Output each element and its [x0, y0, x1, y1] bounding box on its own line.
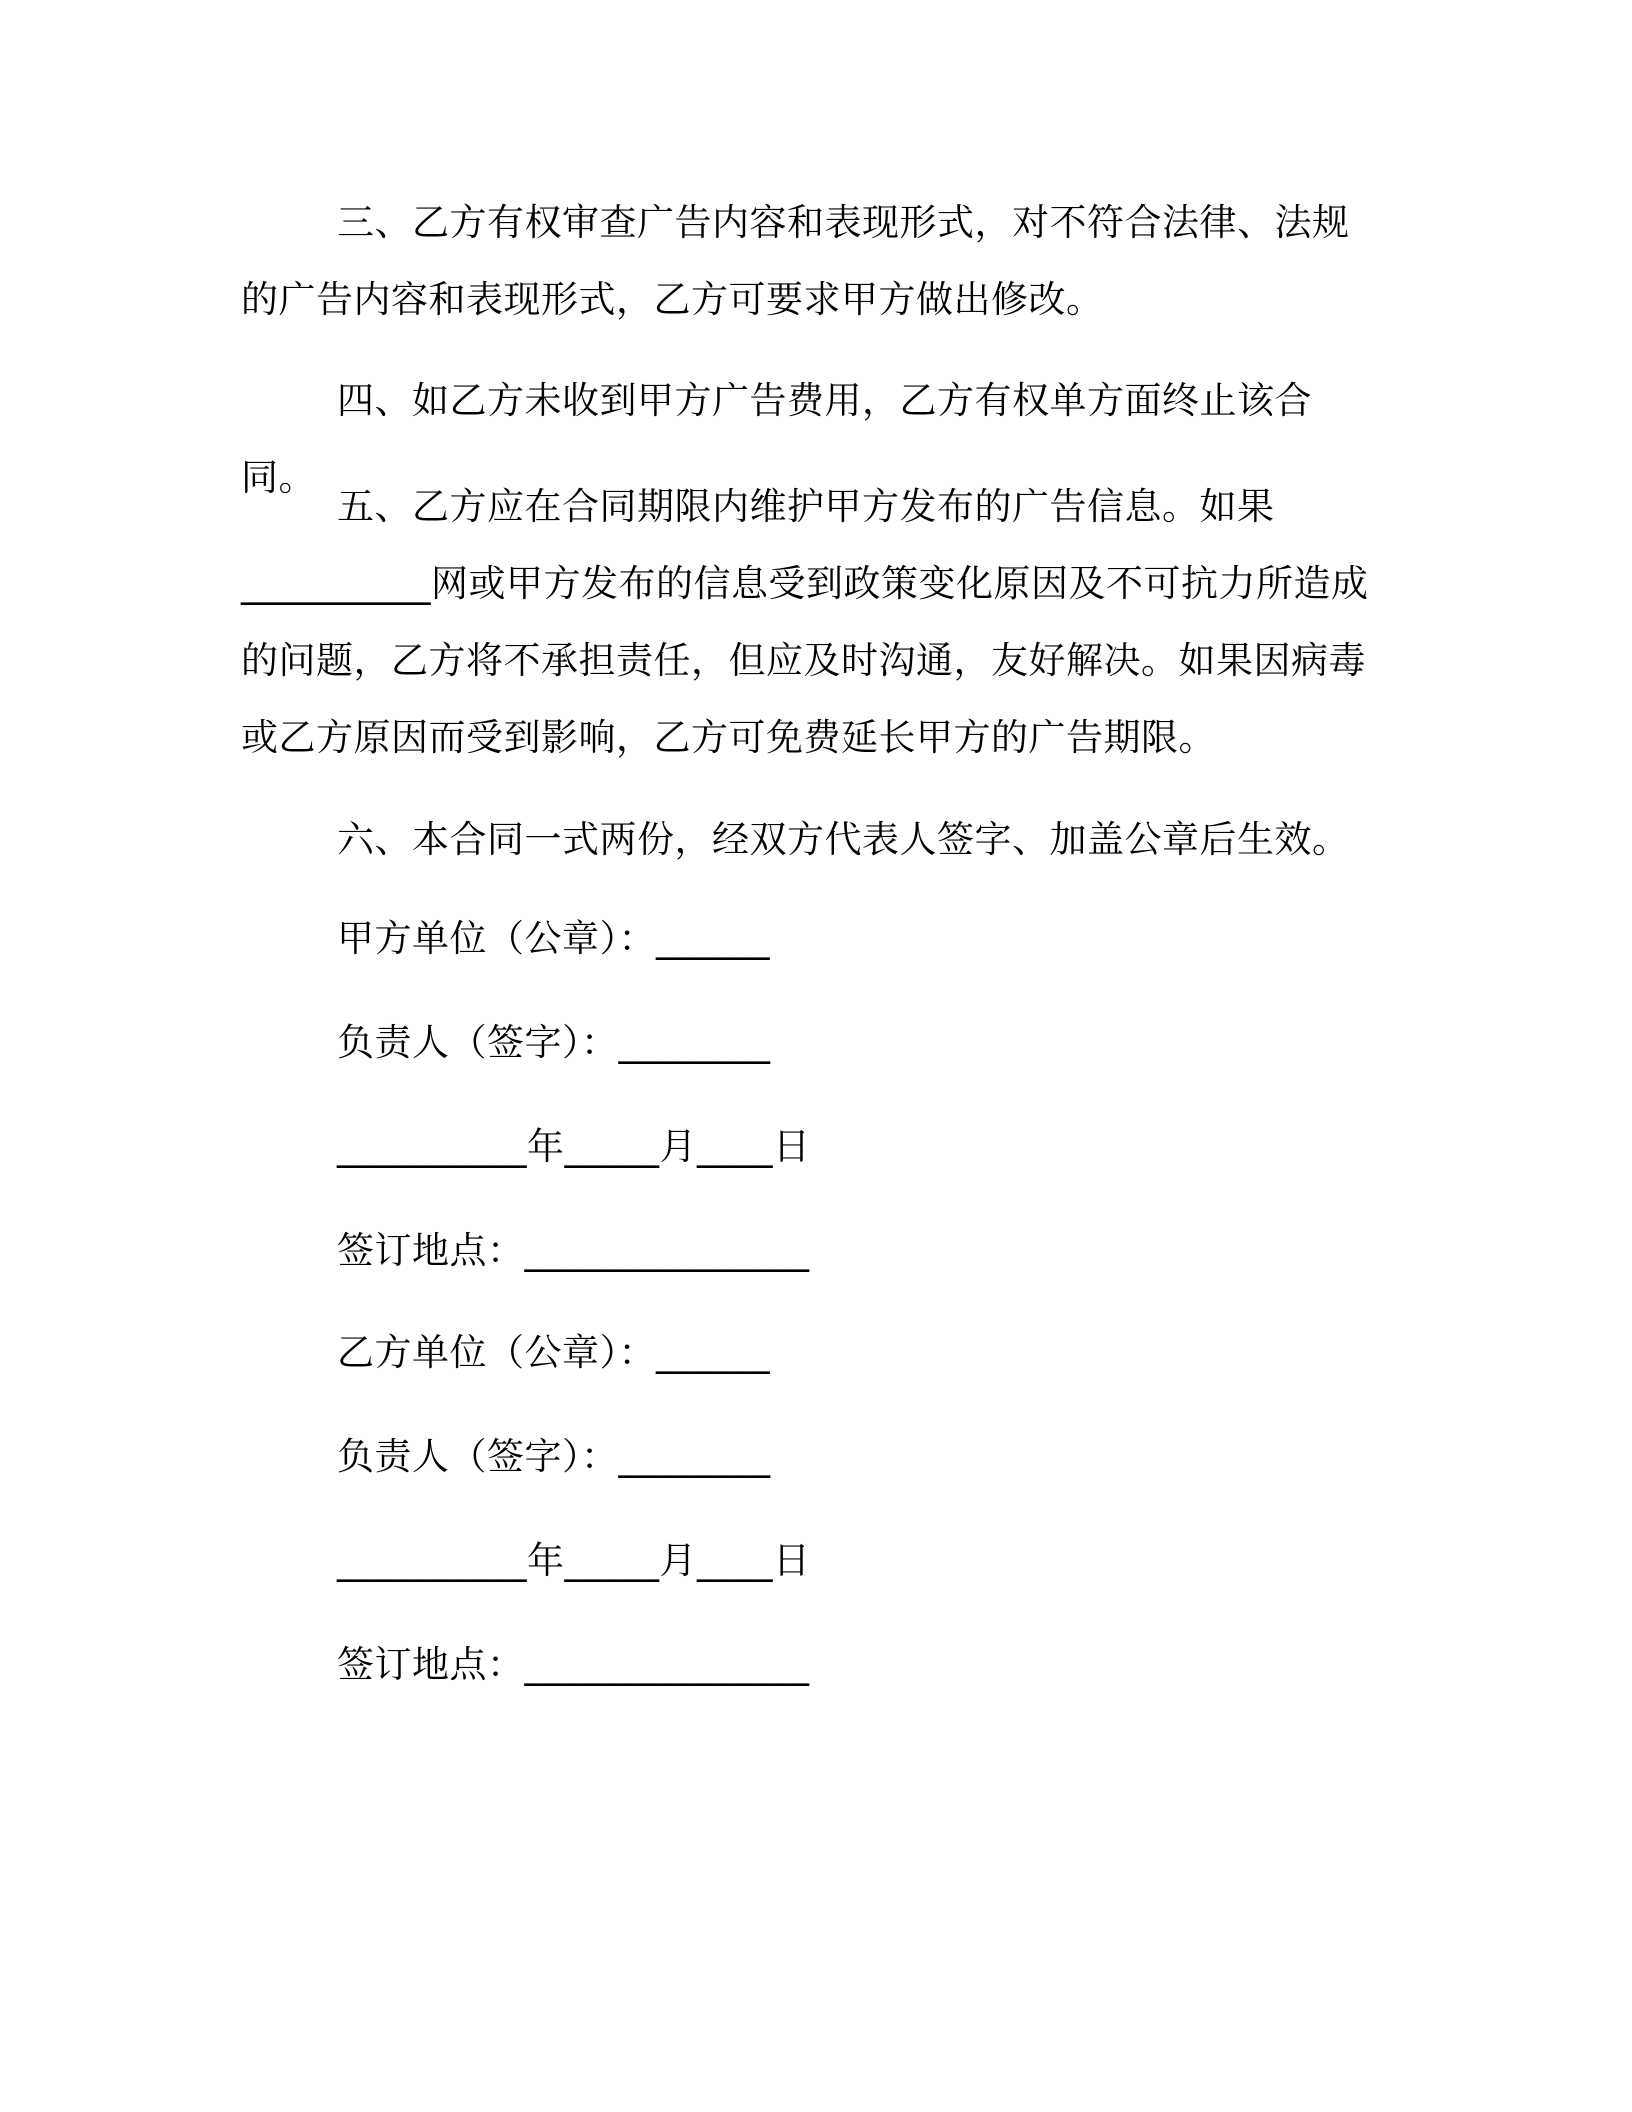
party-a-place-line: 签订地点：_______________ — [337, 1229, 810, 1272]
party-b-place-line: 签订地点：_______________ — [337, 1643, 810, 1686]
clause-5: 五、乙方应在合同期限内维护甲方发布的广告信息。如果__________网或甲方发布的信息受到政策变化原因及不可抗力所造成的问题，乙方将不承担责任，但应及时沟通，友好解决。如果因病毒或乙方原因而受到影响，乙方可免费延长甲方的广告期限。 — [241, 485, 1369, 759]
party-b-signer-line: 负责人（签字）：________ — [337, 1435, 771, 1478]
party-a-unit-line: 甲方单位（公章）：______ — [337, 917, 770, 960]
clause-3: 三、乙方有权审查广告内容和表现形式，对不符合法律、法规的广告内容和表现形式，乙方可要求甲方做出修改。 — [241, 201, 1350, 321]
party-b-date-line: __________年_____月____日 — [337, 1539, 811, 1582]
party-a-date-line: __________年_____月____日 — [337, 1125, 811, 1168]
party-b-unit-line: 乙方单位（公章）：______ — [337, 1331, 770, 1374]
clause-6: 六、本合同一式两份，经双方代表人签字、加盖公章后生效。 — [337, 818, 1350, 861]
party-a-signer-line: 负责人（签字）：________ — [337, 1021, 771, 1064]
clause-4: 四、如乙方未收到甲方广告费用，乙方有权单方面终止该合同。 — [241, 379, 1312, 499]
